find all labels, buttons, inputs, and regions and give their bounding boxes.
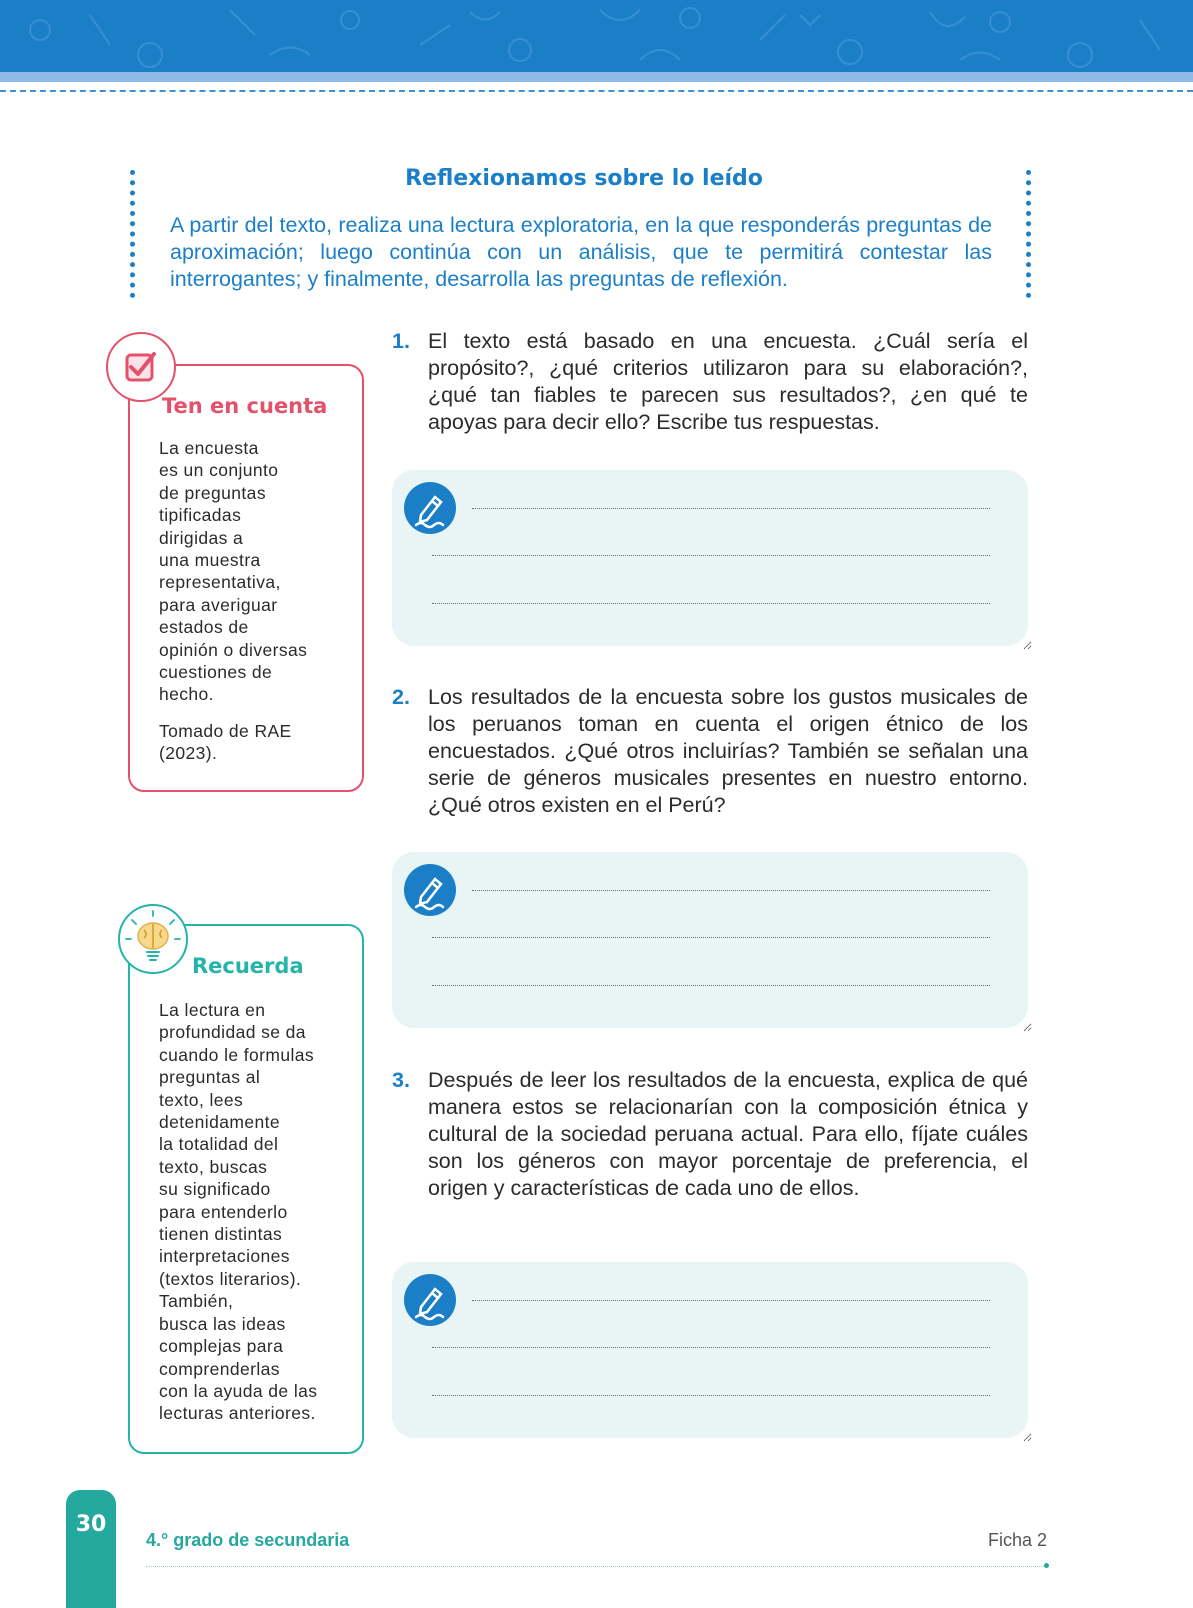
answer-line <box>432 937 990 938</box>
answer-input-3[interactable] <box>392 1262 1032 1442</box>
section-title: Reflexionamos sobre lo leído <box>405 166 763 191</box>
pencil-icon <box>404 1274 456 1326</box>
page-tab <box>66 1490 116 1608</box>
footer-divider <box>146 1566 1046 1567</box>
question-text: El texto está basado en una encuesta. ¿Cuál sería el propósito?, ¿qué criterios utilizaron para su elaboración?, ¿qué tan fiables te parecen sus resultados?, ¿en qué te apoyas para decir ello? Escribe tus respuestas. <box>428 329 1028 434</box>
header-divider <box>0 90 1193 92</box>
answer-box-2[interactable] <box>392 852 1028 1028</box>
answer-line <box>432 555 990 556</box>
recall-text: La lectura en profundidad se da cuando le formulas preguntas al texto, lees detenidamente la totalidad del texto, buscas su significado para entenderlo tienen distintas interpretaciones (textos literarios). También, busca las ideas complejas para comprenderlas con la ayuda de las lecturas anteriores. <box>159 1000 318 1424</box>
doodle-pattern <box>0 0 1193 72</box>
question-text: Después de leer los resultados de la encuesta, explica de qué manera estos se relacionarían con la composición étnica y cultural de la sociedad peruana actual. Para ello, fíjate cuáles son los géneros con mayor porcentaje de preferencia, el origen y características de cada uno de ellos. <box>428 1068 1028 1200</box>
answer-line <box>432 985 990 986</box>
pencil-icon <box>404 864 456 916</box>
header-strip <box>0 72 1193 82</box>
grade-label: 4.° grado de secundaria <box>146 1530 350 1550</box>
answer-line <box>432 603 990 604</box>
answer-input-1[interactable] <box>392 470 1032 650</box>
page-number: 30 <box>75 1512 107 1537</box>
footer-dot <box>1044 1563 1049 1568</box>
brain-lightbulb-icon <box>118 904 188 974</box>
ficha-label: Ficha 2 <box>987 1530 1047 1550</box>
intro-dotted-border-left <box>130 170 135 298</box>
answer-line <box>472 890 990 891</box>
answer-line <box>432 1347 990 1348</box>
answer-line <box>432 1395 990 1396</box>
answer-line <box>472 508 990 509</box>
header-band <box>0 0 1193 72</box>
checkbox-icon <box>106 332 176 402</box>
tip-source: Tomado de RAE (2023). <box>159 721 292 764</box>
tip-title: Ten en cuenta <box>162 394 328 418</box>
answer-box-3[interactable] <box>392 1262 1028 1438</box>
answer-box-1[interactable] <box>392 470 1028 646</box>
question-number: 3. <box>392 1068 410 1092</box>
question-number: 2. <box>392 685 410 709</box>
pencil-icon <box>404 482 456 534</box>
tip-text: La encuesta es un conjunto de preguntas tipificadas dirigidas a una muestra representativa, para averiguar estados de opinión o diversas cuestiones de hecho. <box>159 438 308 705</box>
answer-input-2[interactable] <box>392 852 1032 1032</box>
intro-instructions: A partir del texto, realiza una lectura exploratoria, en la que responderás preguntas de aproximación; luego continúa con un análisis, que te permitirá contestar las interrogantes; y finalmente, desarrolla las preguntas de reflexión. <box>170 213 992 291</box>
answer-line <box>472 1300 990 1301</box>
question-number: 1. <box>392 329 410 353</box>
question-text: Los resultados de la encuesta sobre los gustos musicales de los peruanos toman en cuenta el origen étnico de los encuestados. ¿Qué otros incluirías? También se señalan una serie de géneros musicales presentes en nuestro entorno. ¿Qué otros existen en el Perú? <box>428 685 1028 817</box>
intro-dotted-border-right <box>1026 170 1031 298</box>
recall-title: Recuerda <box>192 954 304 978</box>
